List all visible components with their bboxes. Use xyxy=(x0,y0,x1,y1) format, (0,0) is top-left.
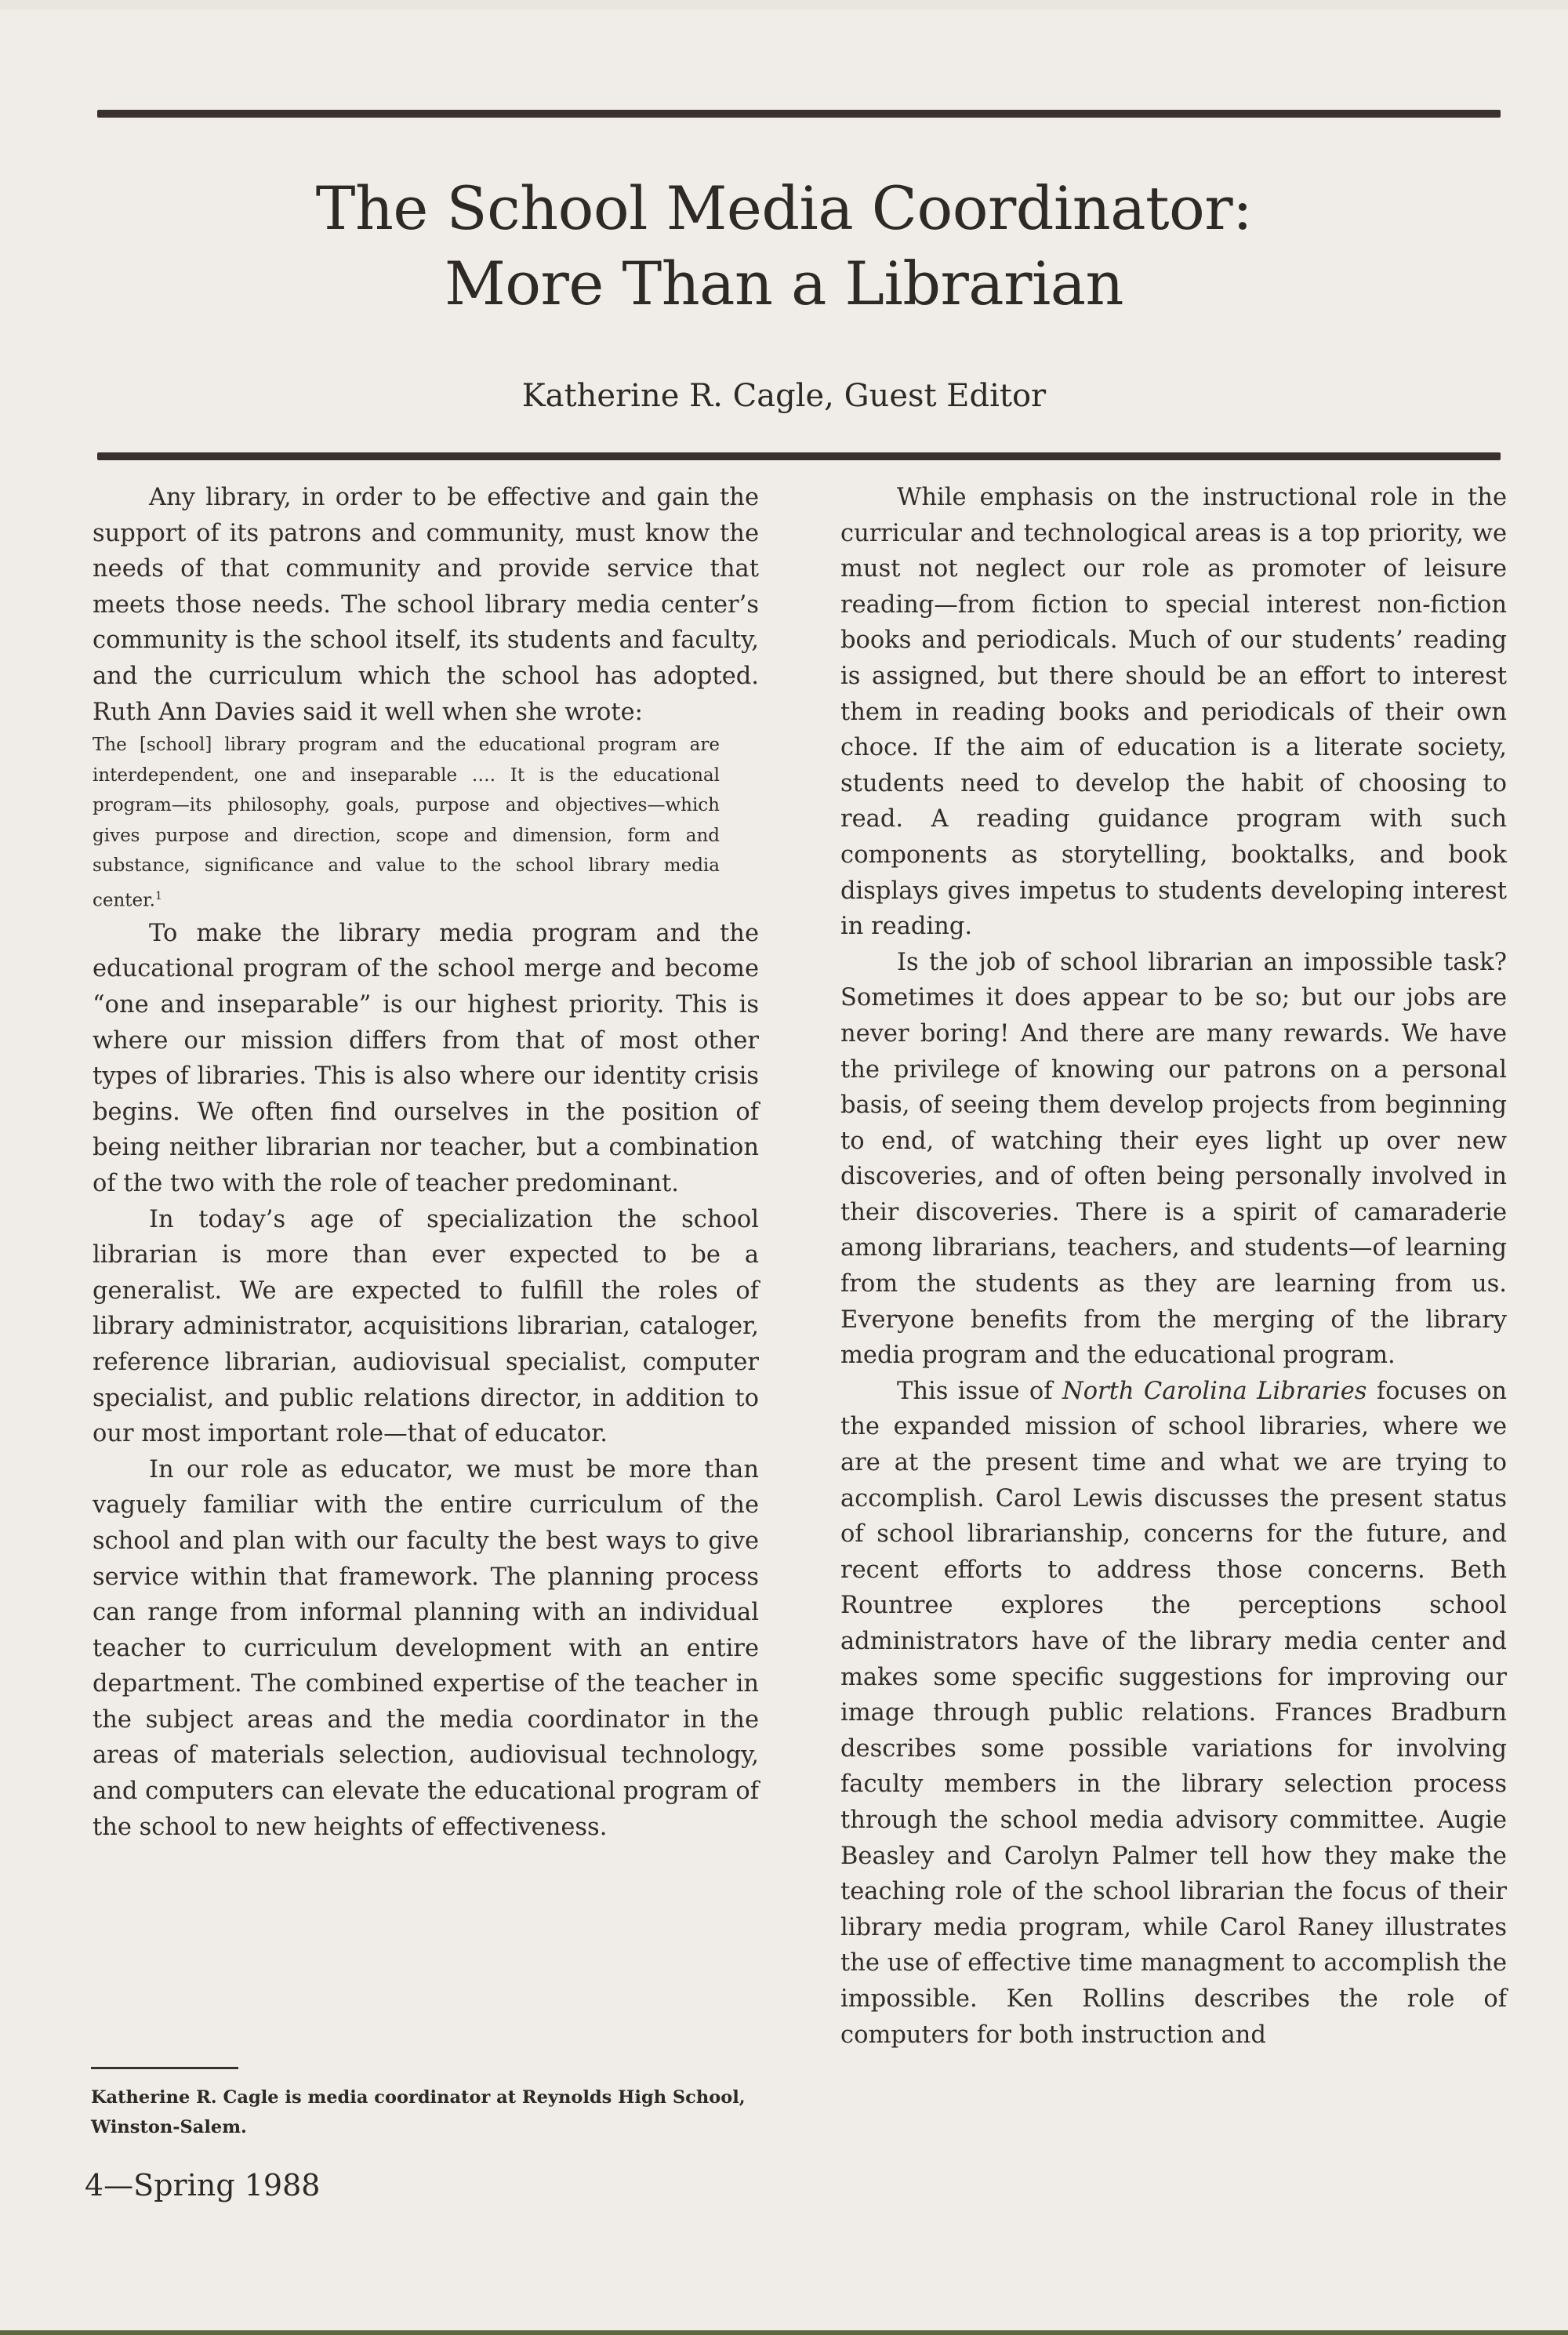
paragraph: While emphasis on the instructional role in the curricular and technological areas is a top priority, we must not neglect our role as promoter of leisure reading—from fiction to special interest non-fiction books and periodicals. Much of our students’ reading is assigned, but there should be an effort to interest them in reading books and periodicals of their own choce. If the aim of education is a literate society, students need to develop the habit of choosing to read. A reading guidance program with such components as storytelling, booktalks, and book displays gives impetus to students developing interest in reading. xyxy=(840,484,1507,941)
author-bio: Katherine R. Cagle is media coordinator at Reynolds High School, Winston-Salem. xyxy=(91,2087,746,2137)
footnote-mark: 1 xyxy=(154,889,162,902)
left-column xyxy=(93,480,759,1845)
quote-text: The [school] library program and the educational program are interdependent, one and inseparable …. It is the educational program—its philosophy, goals, purpose and objectives—which gives purpose and direction, scope and dimension, form and substance, significance and value to the school library media center. xyxy=(93,735,720,911)
article-title xyxy=(0,171,1568,321)
footnote-rule xyxy=(91,2067,238,2069)
title-line-2: More Than a Librarian xyxy=(444,249,1124,318)
block-quote xyxy=(93,730,720,916)
paragraph-lead: This issue of xyxy=(897,1377,1053,1405)
page-folio: 4—Spring 1988 xyxy=(85,2168,321,2202)
journal-title: North Carolina Libraries xyxy=(1062,1377,1367,1405)
paragraph xyxy=(840,1374,1507,2053)
paragraph-rest: focuses on the expanded mission of school libraries, where we are at the present time and what we are trying to accomplish. Carol Lewis discusses the present status of school librarianship, concerns for the future, and recent efforts to address those concerns. Beth Rountree explores the perceptions school administrators have of the library media center and makes some specific suggestions for improving our image through public relations. Frances Bradburn describes some possible variations for involving faculty members in the library selection process through the school media advisory committee. Augie Beasley and Carolyn Palmer tell how they make the teaching role of the school librarian the focus of their library media program, while Carol Raney illustrates the use of effective time managment to accomplish the impossible. Ken Rollins describes the role of computers for both instruction and xyxy=(840,1377,1508,2049)
header-rule-top xyxy=(97,110,1501,118)
right-column xyxy=(840,480,1507,2053)
paragraph: Any library, in order to be effective and gain the support of its patrons and community, must know the needs of that community and provide service that meets those needs. The school library media center’s community is the school itself, its students and faculty, and the curriculum which the school has adopted. Ruth Ann Davies said it well when she wrote: xyxy=(93,484,759,726)
paragraph: To make the library media program and the educational program of the school merge and become “one and inseparable” is our highest priority. This is where our mission differs from that of most other types of libraries. This is also where our identity crisis begins. We often find ourselves in the position of being neither librarian nor teacher, but a combination of the two with the role of teacher predominant. xyxy=(93,919,759,1197)
paragraph: In today’s age of specialization the school librarian is more than ever expected to be a generalist. We are expected to fulfill the roles of library administrator, acquisitions librarian, cataloger, reference librarian, audiovisual specialist, computer specialist, and public relations director, in addition to our most important role—that of educator. xyxy=(93,1205,759,1448)
header-rule-bottom xyxy=(97,452,1501,460)
paragraph: In our role as educator, we must be more than vaguely familiar with the entire curriculum of the school and plan with our faculty the best ways to give service within that framework. The planning process can range from informal planning with an individual teacher to curriculum development with an entire department. The combined expertise of the teacher in the subject areas and the media coordinator in the areas of materials selection, audiovisual technology, and computers can elevate the educational program of the school to new heights of effectiveness. xyxy=(93,1455,759,1841)
title-line-1: The School Media Coordinator: xyxy=(315,173,1253,243)
article-byline: Katherine R. Cagle, Guest Editor xyxy=(521,378,1047,414)
paragraph: Is the job of school librarian an impossible task? Sometimes it does appear to be so; but our jobs are never boring! And there are many rewards. We have the privilege of knowing our patrons on a personal basis, of seeing them develop projects from beginning to end, of watching their eyes light up over new discoveries, and of often being personally involved in their discoveries. There is a spirit of camaraderie among librarians, teachers, and students—of learning from the students as they are learning from us. Everyone benefits from the merging of the library media program and the educational program. xyxy=(840,948,1507,1370)
page-bottom-edge xyxy=(0,2330,1568,2335)
